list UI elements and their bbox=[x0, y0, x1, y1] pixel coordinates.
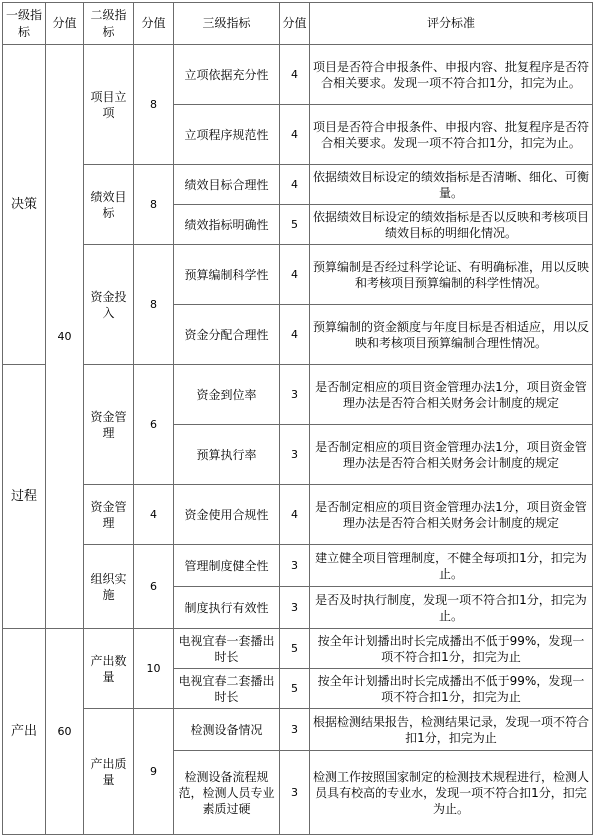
level1-score-40: 40 bbox=[46, 45, 84, 629]
criteria-text: 是否及时执行制度，发现一项不符合扣1分，扣完为止。 bbox=[310, 587, 593, 629]
header-level3: 三级指标 bbox=[174, 3, 280, 45]
level3-score: 5 bbox=[280, 629, 310, 669]
level3-indicator: 预算执行率 bbox=[174, 425, 280, 485]
level3-score: 4 bbox=[280, 245, 310, 305]
header-criteria: 评分标准 bbox=[310, 3, 593, 45]
criteria-text: 根据检测结果报告，检测结果记录，发现一项不符合扣1分，扣完为止 bbox=[310, 709, 593, 751]
level3-indicator: 电视宜春二套播出时长 bbox=[174, 669, 280, 709]
level3-indicator: 资金分配合理性 bbox=[174, 305, 280, 365]
level2-score: 8 bbox=[134, 45, 174, 165]
level2-name: 绩效目标 bbox=[84, 165, 134, 245]
level3-indicator: 制度执行有效性 bbox=[174, 587, 280, 629]
level1-process: 过程 bbox=[3, 365, 46, 629]
level3-indicator: 立项依据充分性 bbox=[174, 45, 280, 105]
level3-score: 3 bbox=[280, 751, 310, 835]
criteria-text: 建立健全项目管理制度，不健全每项扣1分，扣完为止。 bbox=[310, 545, 593, 587]
level2-name: 资金管理 bbox=[84, 485, 134, 545]
level3-score: 3 bbox=[280, 709, 310, 751]
level2-score: 8 bbox=[134, 245, 174, 365]
level2-score: 4 bbox=[134, 485, 174, 545]
level3-score: 3 bbox=[280, 587, 310, 629]
evaluation-table bbox=[2, 2, 593, 835]
header-row bbox=[3, 3, 593, 45]
level1-score-60: 60 bbox=[46, 629, 84, 835]
level1-output: 产出 bbox=[3, 629, 46, 835]
level2-score: 6 bbox=[134, 545, 174, 629]
table-row bbox=[3, 45, 593, 105]
level3-score: 3 bbox=[280, 365, 310, 425]
criteria-text: 是否制定相应的项目资金管理办法1分，项目资金管理办法是否符合相关财务会计制度的规定 bbox=[310, 485, 593, 545]
level3-indicator: 资金到位率 bbox=[174, 365, 280, 425]
criteria-text: 预算编制是否经过科学论证、有明确标准，用以反映和考核项目预算编制的科学性情况。 bbox=[310, 245, 593, 305]
level2-name: 资金管理 bbox=[84, 365, 134, 485]
header-score3: 分值 bbox=[280, 3, 310, 45]
level2-name: 产出数量 bbox=[84, 629, 134, 709]
level3-indicator: 管理制度健全性 bbox=[174, 545, 280, 587]
level3-score: 4 bbox=[280, 485, 310, 545]
level3-score: 5 bbox=[280, 669, 310, 709]
level2-score: 10 bbox=[134, 629, 174, 709]
level3-score: 3 bbox=[280, 545, 310, 587]
level3-score: 4 bbox=[280, 105, 310, 165]
header-level1: 一级指标 bbox=[3, 3, 46, 45]
level3-indicator: 电视宜春一套播出时长 bbox=[174, 629, 280, 669]
table-row bbox=[3, 545, 593, 587]
level2-name: 项目立项 bbox=[84, 45, 134, 165]
level1-decision: 决策 bbox=[3, 45, 46, 365]
criteria-text: 按全年计划播出时长完成播出不低于99%，发现一项不符合扣1分，扣完为止 bbox=[310, 669, 593, 709]
table-row bbox=[3, 245, 593, 305]
criteria-text: 是否制定相应的项目资金管理办法1分，项目资金管理办法是否符合相关财务会计制度的规定 bbox=[310, 365, 593, 425]
level3-indicator: 检测设备流程规范，检测人员专业素质过硬 bbox=[174, 751, 280, 835]
table-row bbox=[3, 709, 593, 751]
level2-score: 8 bbox=[134, 165, 174, 245]
level2-score: 6 bbox=[134, 365, 174, 485]
level3-indicator: 绩效指标明确性 bbox=[174, 205, 280, 245]
level2-name: 组织实施 bbox=[84, 545, 134, 629]
header-level2: 二级指标 bbox=[84, 3, 134, 45]
level2-name: 产出质量 bbox=[84, 709, 134, 835]
criteria-text: 项目是否符合申报条件、申报内容、批复程序是否符合相关要求。发现一项不符合扣1分，扣完为止。 bbox=[310, 105, 593, 165]
level3-indicator: 预算编制科学性 bbox=[174, 245, 280, 305]
level3-indicator: 立项程序规范性 bbox=[174, 105, 280, 165]
criteria-text: 依据绩效目标设定的绩效指标是否以反映和考核项目绩效目标的明细化情况。 bbox=[310, 205, 593, 245]
criteria-text: 按全年计划播出时长完成播出不低于99%，发现一项不符合扣1分，扣完为止 bbox=[310, 629, 593, 669]
level2-score: 9 bbox=[134, 709, 174, 835]
criteria-text: 检测工作按照国家制定的检测技术规程进行，检测人员具有校高的专业水，发现一项不符合扣1分，扣完为止。 bbox=[310, 751, 593, 835]
criteria-text: 是否制定相应的项目资金管理办法1分，项目资金管理办法是否符合相关财务会计制度的规定 bbox=[310, 425, 593, 485]
level3-score: 5 bbox=[280, 205, 310, 245]
level3-indicator: 资金使用合规性 bbox=[174, 485, 280, 545]
header-score2: 分值 bbox=[134, 3, 174, 45]
level3-indicator: 检测设备情况 bbox=[174, 709, 280, 751]
table-row bbox=[3, 365, 593, 425]
table-row bbox=[3, 629, 593, 669]
table-row bbox=[3, 485, 593, 545]
criteria-text: 项目是否符合申报条件、申报内容、批复程序是否符合相关要求。发现一项不符合扣1分，扣完为止。 bbox=[310, 45, 593, 105]
level2-name: 资金投入 bbox=[84, 245, 134, 365]
level3-score: 4 bbox=[280, 305, 310, 365]
header-score1: 分值 bbox=[46, 3, 84, 45]
level3-score: 4 bbox=[280, 165, 310, 205]
level3-indicator: 绩效目标合理性 bbox=[174, 165, 280, 205]
table-row bbox=[3, 165, 593, 205]
level3-score: 4 bbox=[280, 45, 310, 105]
level3-score: 3 bbox=[280, 425, 310, 485]
criteria-text: 预算编制的资金额度与年度目标是否相适应，用以反映和考核项目预算编制合理性情况。 bbox=[310, 305, 593, 365]
criteria-text: 依据绩效目标设定的绩效指标是否清晰、细化、可衡量。 bbox=[310, 165, 593, 205]
